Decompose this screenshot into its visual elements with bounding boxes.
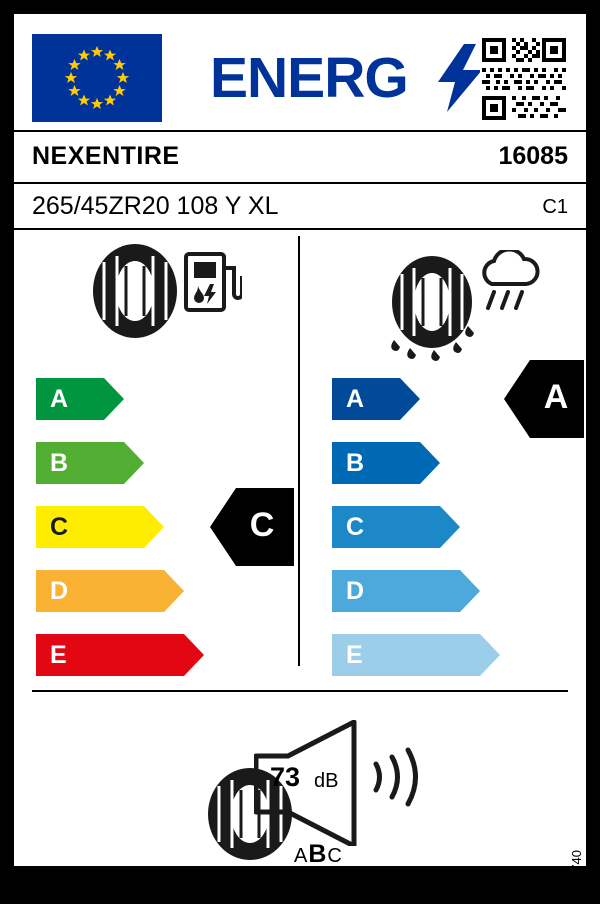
wet-grade-E	[332, 634, 500, 676]
wet-result-label: A	[543, 378, 569, 416]
tire-class: C1	[542, 196, 568, 218]
qr-code-icon	[480, 36, 568, 122]
tire-size: 265/45ZR20 108 Y XL	[32, 192, 279, 220]
noise-class-a: A	[294, 845, 309, 867]
tire-wet-icon	[388, 254, 476, 362]
eu-flag-icon	[32, 34, 162, 122]
divider-center	[298, 236, 300, 666]
label-header	[14, 14, 586, 124]
fuel-grade-E	[36, 634, 204, 676]
fuel-result-label: C	[249, 506, 275, 544]
energ-wordmark: ENERG	[210, 46, 408, 110]
divider-header	[14, 130, 586, 132]
noise-class-b: B	[308, 840, 328, 868]
regulation-reference: 2020/740	[569, 850, 584, 904]
wet-grade-label-A: A	[346, 385, 365, 413]
brand-name: NEXENTIRE	[32, 142, 180, 170]
divider-brand	[14, 182, 586, 184]
fuel-result	[210, 488, 294, 566]
wet-grade-label-E: E	[346, 641, 363, 669]
rain-cloud-icon	[476, 250, 544, 318]
fuel-grade-A	[36, 378, 124, 420]
fuel-grade-C	[36, 506, 164, 548]
fuel-grade-label-C: C	[50, 513, 69, 541]
noise-unit: dB	[314, 770, 339, 792]
wet-grade-label-D: D	[346, 577, 365, 605]
noise-class-c: C	[327, 845, 343, 867]
fuel-grade-B	[36, 442, 144, 484]
wet-grade-label-B: B	[346, 449, 365, 477]
wet-grade-B	[332, 442, 440, 484]
wet-grade-D	[332, 570, 480, 612]
noise-class	[294, 840, 343, 869]
fuel-grade-label-E: E	[50, 641, 67, 669]
eu-flag-stars	[32, 34, 162, 122]
lightning-bolt-icon	[438, 44, 482, 112]
fuel-grade-label-A: A	[50, 385, 69, 413]
fuel-pump-icon	[184, 250, 242, 312]
noise-value: 73	[270, 762, 301, 792]
divider-noise	[32, 690, 568, 692]
wet-grade-C	[332, 506, 460, 548]
fuel-grade-D	[36, 570, 184, 612]
fuel-grade-label-D: D	[50, 577, 69, 605]
product-code: 16085	[498, 142, 568, 170]
wet-grade-A	[332, 378, 420, 420]
tire-icon	[90, 242, 180, 340]
divider-size	[14, 228, 586, 230]
wet-result	[504, 360, 584, 438]
sound-waves-icon	[370, 744, 428, 810]
energy-label	[14, 14, 586, 904]
fuel-grade-label-B: B	[50, 449, 69, 477]
wet-grade-label-C: C	[346, 513, 365, 541]
